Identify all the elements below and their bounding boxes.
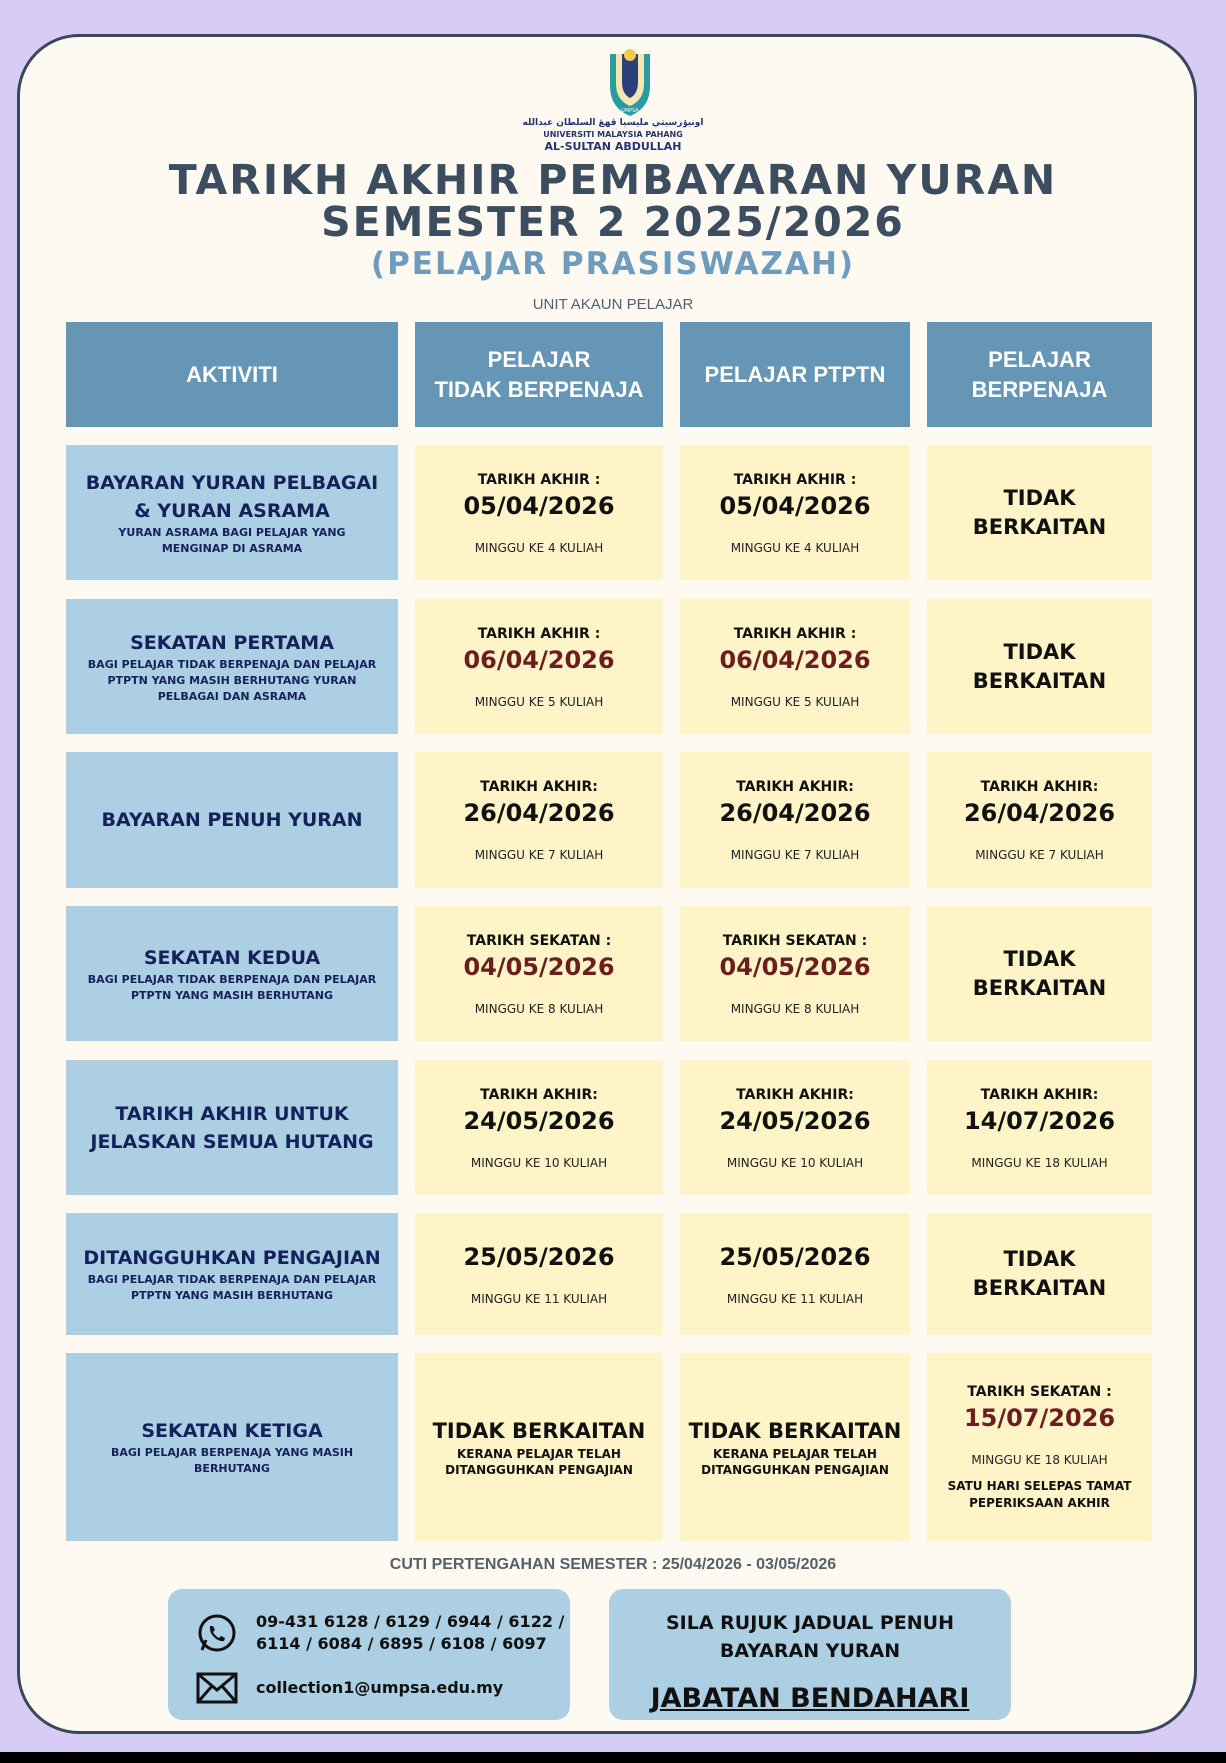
lecture-week: MINGGU KE 7 KULIAH bbox=[474, 848, 604, 862]
lecture-week: MINGGU KE 7 KULIAH bbox=[975, 848, 1104, 862]
not-applicable-label: TIDAK BERKAITAN bbox=[972, 639, 1107, 693]
lecture-week: MINGGU KE 8 KULIAH bbox=[730, 1001, 860, 1016]
page-title-line1: TARIKH AKHIR PEMBAYARAN YURAN bbox=[168, 156, 1058, 204]
deadline-label: TARIKH AKHIR: bbox=[480, 1086, 598, 1103]
deadline-label: TARIKH AKHIR : bbox=[733, 625, 857, 642]
not-applicable-label: TIDAK BERKAITAN bbox=[972, 946, 1107, 1000]
deadline-label: TARIKH SEKATAN : bbox=[967, 1384, 1112, 1400]
lecture-week: MINGGU KE 10 KULIAH bbox=[470, 1155, 608, 1170]
lecture-week: MINGGU KE 4 KULIAH bbox=[730, 540, 860, 555]
not-applicable-label: TIDAK BERKAITAN bbox=[972, 485, 1107, 539]
lecture-week: MINGGU KE 4 KULIAH bbox=[474, 540, 604, 555]
activity-note: BAGI PELAJAR BERPENAJA YANG MASIH BERHUTANG bbox=[110, 1446, 354, 1475]
deadline-cell bbox=[927, 906, 1152, 1041]
lecture-week: MINGGU KE 10 KULIAH bbox=[726, 1155, 864, 1170]
deadline-date: 24/05/2026 bbox=[463, 1106, 615, 1135]
deadline-date: 06/04/2026 bbox=[719, 645, 871, 674]
activity-cell bbox=[66, 599, 398, 734]
activity-cell bbox=[66, 1213, 398, 1335]
lecture-week: MINGGU KE 7 KULIAH bbox=[730, 848, 860, 862]
deadline-cell bbox=[415, 906, 663, 1041]
deadline-label: TARIKH AKHIR: bbox=[736, 1086, 854, 1103]
not-applicable-label: TIDAK BERKAITAN bbox=[972, 1247, 1107, 1300]
deadline-date: 04/05/2026 bbox=[463, 952, 615, 981]
activity-cell bbox=[66, 752, 398, 888]
activity-title: BAYARAN PENUH YURAN bbox=[101, 809, 363, 831]
lecture-week: MINGGU KE 5 KULIAH bbox=[474, 694, 604, 709]
not-applicable-reason: KERANA PELAJAR TELAH DITANGGUHKAN PENGAJIAN bbox=[701, 1446, 889, 1477]
contact-box bbox=[168, 1589, 570, 1720]
university-name-line1: UNIVERSITI MALAYSIA PAHANG bbox=[543, 130, 683, 139]
deadline-date: 24/05/2026 bbox=[719, 1106, 871, 1135]
activity-cell bbox=[66, 906, 398, 1041]
deadline-cell bbox=[680, 752, 910, 888]
column-header-3: PELAJAR BERPENAJA bbox=[927, 322, 1152, 427]
deadline-cell bbox=[415, 445, 663, 580]
midterm-break-note: CUTI PERTENGAHAN SEMESTER : 25/04/2026 - 03/05/2026 bbox=[389, 1556, 837, 1573]
university-name-arabic: اونيۏرسيتي مليسيا ڤهڠ السلطان عبدالله bbox=[522, 118, 704, 128]
lecture-week: MINGGU KE 18 KULIAH bbox=[971, 1453, 1108, 1467]
deadline-cell bbox=[927, 752, 1152, 888]
deadline-cell bbox=[415, 599, 663, 734]
deadline-cell bbox=[927, 445, 1152, 580]
activity-title: BAYARAN YURAN PELBAGAI & YURAN ASRAMA bbox=[85, 471, 379, 522]
deadline-cell bbox=[927, 1060, 1152, 1195]
activity-note: BAGI PELAJAR TIDAK BERPENAJA DAN PELAJAR PTPTN YANG MASIH BERHUTANG bbox=[87, 1273, 377, 1302]
unit-label: UNIT AKAUN PELAJAR bbox=[532, 296, 694, 313]
finance-department-link[interactable]: JABATAN BENDAHARI bbox=[650, 1683, 970, 1714]
activity-cell bbox=[66, 1353, 398, 1541]
activity-title: SEKATAN KETIGA bbox=[141, 1420, 323, 1442]
university-logo bbox=[598, 46, 662, 120]
reference-box bbox=[609, 1589, 1011, 1720]
deadline-cell bbox=[927, 1213, 1152, 1335]
page-subtitle: (PELAJAR PRASISWAZAH) bbox=[370, 246, 856, 282]
deadline-date: 14/07/2026 bbox=[963, 1106, 1116, 1135]
activity-title: SEKATAN PERTAMA bbox=[130, 631, 334, 654]
column-header-2: PELAJAR PTPTN bbox=[680, 322, 910, 427]
column-header-1: PELAJAR TIDAK BERPENAJA bbox=[415, 322, 663, 427]
not-applicable-reason: KERANA PELAJAR TELAH DITANGGUHKAN PENGAJIAN bbox=[445, 1446, 633, 1477]
deadline-cell bbox=[415, 752, 663, 888]
page-title-line2: SEMESTER 2 2025/2026 bbox=[321, 198, 905, 246]
deadline-label: TARIKH AKHIR: bbox=[980, 1086, 1099, 1103]
deadline-cell bbox=[680, 1353, 910, 1541]
svg-text:UMPSA: UMPSA bbox=[621, 108, 639, 114]
activity-title: SEKATAN KEDUA bbox=[143, 946, 321, 969]
university-name bbox=[0, 118, 1226, 153]
deadline-date: 05/04/2026 bbox=[719, 491, 871, 520]
deadline-date: 15/07/2026 bbox=[963, 1404, 1116, 1432]
deadline-cell bbox=[415, 1353, 663, 1541]
deadline-label: TARIKH SEKATAN : bbox=[466, 932, 612, 949]
deadline-cell bbox=[680, 1213, 910, 1335]
deadline-footnote: SATU HARI SELEPAS TAMAT PEPERIKSAAN AKHIR bbox=[947, 1479, 1132, 1510]
not-applicable-label: TIDAK BERKAITAN bbox=[688, 1418, 902, 1443]
lecture-week: MINGGU KE 18 KULIAH bbox=[971, 1155, 1108, 1170]
deadline-label: TARIKH SEKATAN : bbox=[722, 932, 868, 949]
activity-cell bbox=[66, 1060, 398, 1195]
phone-numbers: 09-431 6128 / 6129 / 6944 / 6122 / 6114 / 6084 / 6895 / 6108 / 6097 bbox=[256, 1612, 565, 1653]
deadline-date: 25/05/2026 bbox=[719, 1243, 871, 1271]
deadline-label: TARIKH AKHIR: bbox=[480, 779, 598, 795]
deadline-date: 26/04/2026 bbox=[719, 799, 871, 827]
lecture-week: MINGGU KE 8 KULIAH bbox=[474, 1001, 604, 1016]
deadline-cell bbox=[680, 906, 910, 1041]
column-header-0: AKTIVITI bbox=[66, 322, 398, 427]
activity-note: YURAN ASRAMA BAGI PELAJAR YANG MENGINAP DI ASRAMA bbox=[118, 525, 346, 555]
deadline-cell bbox=[927, 1353, 1152, 1541]
university-name-line2: AL-SULTAN ABDULLAH bbox=[544, 140, 682, 153]
deadline-cell bbox=[415, 1213, 663, 1335]
deadline-cell bbox=[415, 1060, 663, 1195]
deadline-label: TARIKH AKHIR : bbox=[477, 471, 601, 488]
deadline-cell bbox=[680, 599, 910, 734]
lecture-week: MINGGU KE 11 KULIAH bbox=[726, 1292, 864, 1306]
activity-note: BAGI PELAJAR TIDAK BERPENAJA DAN PELAJAR PTPTN YANG MASIH BERHUTANG bbox=[87, 972, 377, 1002]
deadline-date: 05/04/2026 bbox=[463, 491, 615, 520]
deadline-date: 06/04/2026 bbox=[463, 645, 615, 674]
deadline-label: TARIKH AKHIR : bbox=[477, 625, 601, 642]
reference-text: SILA RUJUK JADUAL PENUH BAYARAN YURAN bbox=[665, 1612, 955, 1662]
lecture-week: MINGGU KE 5 KULIAH bbox=[730, 694, 860, 709]
email-address[interactable]: collection1@umpsa.edu.my bbox=[256, 1678, 504, 1697]
deadline-date: 26/04/2026 bbox=[463, 799, 615, 827]
whatsapp-icon bbox=[196, 1612, 238, 1654]
deadline-date: 25/05/2026 bbox=[463, 1243, 615, 1271]
activity-note: BAGI PELAJAR TIDAK BERPENAJA DAN PELAJAR PTPTN YANG MASIH BERHUTANG YURAN PELBAGAI DAN ASRAMA bbox=[87, 657, 377, 703]
envelope-icon bbox=[196, 1671, 238, 1705]
activity-cell bbox=[66, 445, 398, 580]
not-applicable-label: TIDAK BERKAITAN bbox=[432, 1418, 646, 1443]
deadline-date: 26/04/2026 bbox=[963, 799, 1116, 827]
deadline-cell bbox=[680, 1060, 910, 1195]
deadline-date: 04/05/2026 bbox=[719, 952, 871, 981]
activity-title: TARIKH AKHIR UNTUK JELASKAN SEMUA HUTANG bbox=[90, 1102, 374, 1153]
bottom-bar bbox=[0, 1752, 1226, 1763]
deadline-cell bbox=[927, 599, 1152, 734]
activity-title: DITANGGUHKAN PENGAJIAN bbox=[83, 1247, 381, 1269]
lecture-week: MINGGU KE 11 KULIAH bbox=[470, 1292, 608, 1306]
deadline-label: TARIKH AKHIR: bbox=[980, 779, 1099, 795]
deadline-label: TARIKH AKHIR : bbox=[733, 471, 857, 488]
deadline-cell bbox=[680, 445, 910, 580]
deadline-label: TARIKH AKHIR: bbox=[736, 779, 854, 795]
